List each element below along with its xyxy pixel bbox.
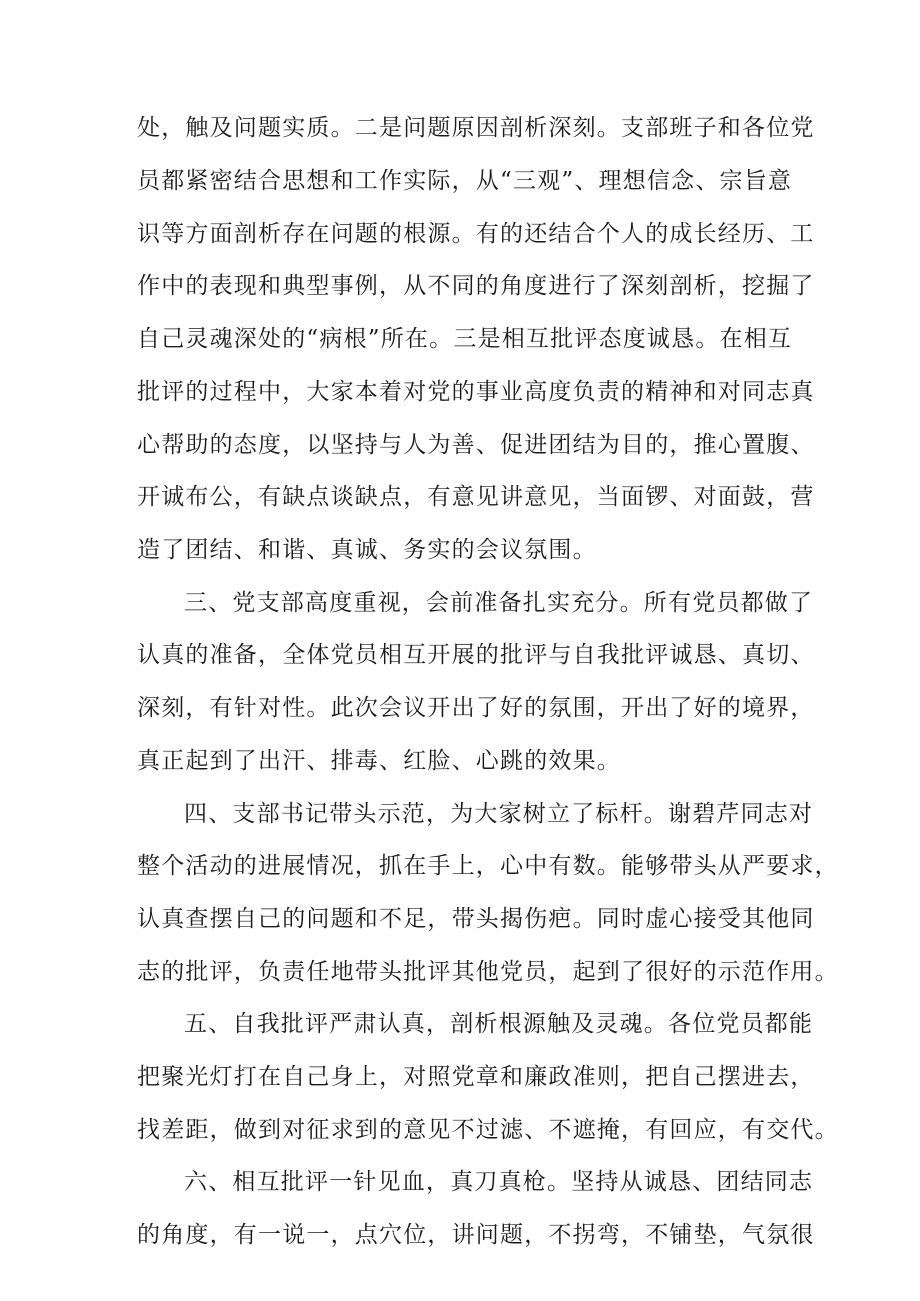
text-line: 作中的表现和典型事例，从不同的角度进行了深刻剖析，挖掘了: [137, 273, 815, 299]
paragraph-heading-3: 三、党支部高度重视，会前准备扎实充分。所有党员都做了: [184, 590, 814, 616]
text-line: 处，触及问题实质。二是问题原因剖析深刻。支部班子和各位党: [137, 115, 815, 141]
text-line: 整个活动的进展情况，抓在手上，心中有数。能够带头从严要求，: [137, 853, 839, 879]
text-line: 找差距，做到对征求到的意见不过滤、不遮掩，有回应，有交代。: [137, 1117, 839, 1143]
paragraph-heading-4: 四、支部书记带头示范，为大家树立了标杆。谢碧芹同志对: [184, 801, 814, 827]
text-line: 认真查摆自己的问题和不足，带头揭伤疤。同时虚心接受其他同: [137, 906, 815, 932]
paragraph-heading-5: 五、自我批评严肃认真，剖析根源触及灵魂。各位党员都能: [184, 1011, 814, 1037]
text-line: 员都紧密结合思想和工作实际，从“三观”、理想信念、宗旨意: [137, 168, 793, 194]
text-line: 把聚光灯打在自己身上，对照党章和廉政准则，把自己摆进去，: [137, 1064, 815, 1090]
text-line: 志的批评，负责任地带头批评其他党员，起到了很好的示范作用。: [137, 959, 839, 985]
text-line: 造了团结、和谐、真诚、务实的会议氛围。: [137, 537, 597, 563]
paragraph-heading-6: 六、相互批评一针见血，真刀真枪。坚持从诚恳、团结同志: [184, 1169, 814, 1195]
text-line: 开诚布公，有缺点谈缺点，有意见讲意见，当面锣、对面鼓，营: [137, 484, 815, 510]
text-line: 批评的过程中，大家本着对党的事业高度负责的精神和对同志真: [137, 379, 815, 405]
text-line: 深刻，有针对性。此次会议开出了好的氛围，开出了好的境界，: [137, 695, 815, 721]
text-line: 心帮助的态度，以坚持与人为善、促进团结为目的，推心置腹、: [137, 432, 815, 458]
text-line: 自己灵魂深处的“病根”所在。三是相互批评态度诚恳。在相互: [137, 326, 793, 352]
text-line: 真正起到了出汗、排毒、红脸、心跳的效果。: [137, 748, 621, 774]
text-line: 的角度，有一说一，点穴位，讲问题，不拐弯，不铺垫，气氛很: [137, 1222, 815, 1248]
text-line: 识等方面剖析存在问题的根源。有的还结合个人的成长经历、工: [137, 221, 815, 247]
text-line: 认真的准备，全体党员相互开展的批评与自我批评诚恳、真切、: [137, 642, 815, 668]
